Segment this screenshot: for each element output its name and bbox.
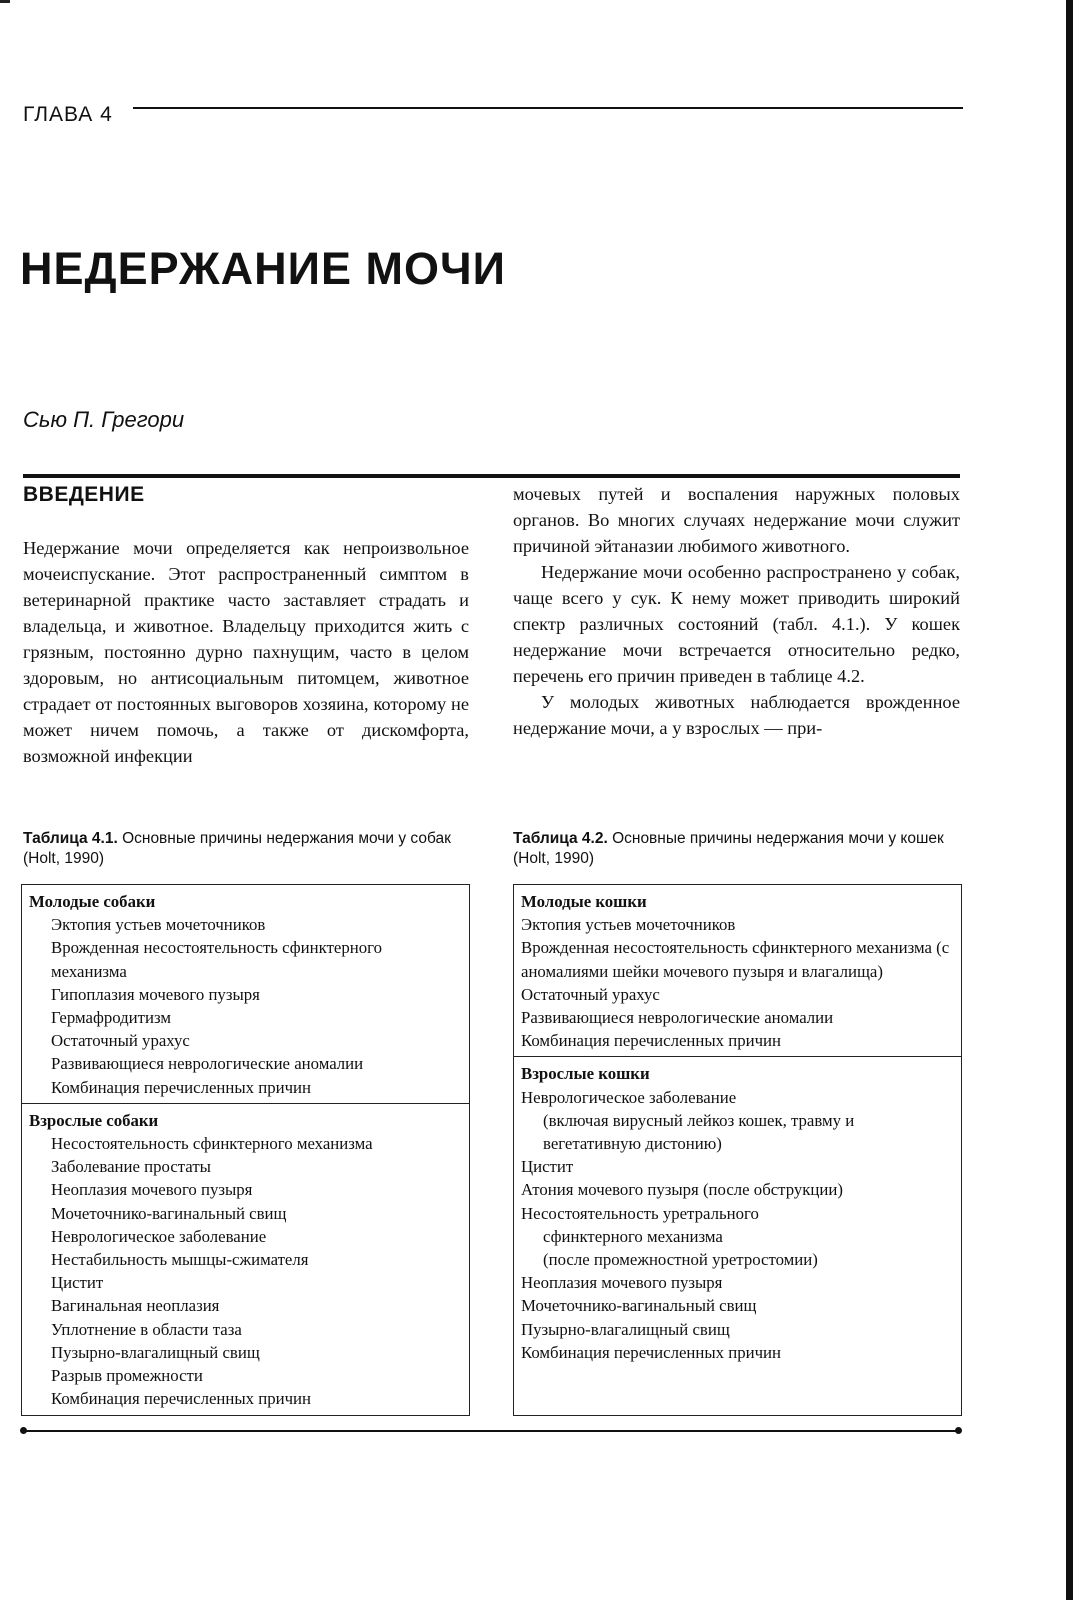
intro-paragraph-2: мочевых путей и воспаления наружных половых органов. Во многих случаях недержание мочи служит причиной эйтаназии любимого животного. <box>513 484 960 556</box>
author-name: Сью П. Грегори <box>23 407 185 432</box>
list-item: Развивающиеся неврологические аномалии <box>51 1054 364 1074</box>
table-2-section-young <box>514 885 961 1056</box>
list-item: Неоплазия мочевого пузыря <box>51 1180 253 1200</box>
list-item: Эктопия устьев мочеточников <box>51 915 266 935</box>
list-item: Неврологическое заболевание <box>51 1226 267 1246</box>
list-item: Мочеточнико-вагинальный свищ <box>51 1203 287 1223</box>
table-1-section-young <box>22 885 469 1103</box>
table-1 <box>21 884 470 1416</box>
chapter-header <box>23 103 963 133</box>
table-1-section-adult <box>22 1103 469 1415</box>
left-column-text <box>23 535 469 769</box>
list-item: Вагинальная неоплазия <box>51 1296 220 1316</box>
list-item: Атония мочевого пузыря (после обструкции) <box>521 1180 843 1200</box>
list-item: Гермафродитизм <box>51 1008 171 1028</box>
chapter-rule <box>133 107 963 109</box>
intro-paragraph-1: Недержание мочи определяется как непроизвольное мочеиспускание. Этот распространенный симптом в ветеринарной практике часто заставляет страдать и владельца, и животное. Владельцу приходится жить с грязным, постоянно дурно пахнущим, часто в целом здоровым, но антисоциальным питомцем, животное страдает от постоянных выговоров хозяина, которому не может ничем помочь, а также от дискомфорта, возможной инфекции <box>23 538 469 766</box>
table-1-caption <box>23 829 453 869</box>
list-item: Остаточный урахус <box>521 984 660 1004</box>
list-item: Врожденная несостоятельность сфинктерного механизма <box>51 938 382 981</box>
table-2-caption-text: Основные причины недержания мочи у кошек (Holt, 1990) <box>513 830 944 867</box>
list-item: Цистит <box>521 1157 574 1177</box>
list-item: Комбинация перечисленных причин <box>51 1077 311 1097</box>
table-1-label: Таблица 4.1. <box>23 830 118 847</box>
rule-end-dot <box>20 1427 27 1434</box>
intro-paragraph-3: Недержание мочи особенно распространено у собак, чаще всего у сук. К нему может приводить широкий спектр различных состояний (табл. 4.1.). У кошек недержание мочи встречается относительно редко, перечень его причин приведен в таблице 4.2. <box>513 562 960 686</box>
list-item: Врожденная несостоятельность сфинктерного механизма (с аномалиями шейки мочевого пузыря и влагалища) <box>521 938 950 981</box>
list-item: (после промежностной уретростомии) <box>543 1250 818 1270</box>
section-heading: Взрослые кошки <box>521 1064 650 1084</box>
list-item: Несостоятельность уретрального <box>521 1203 759 1223</box>
list-item: Пузырно-влагалищный свищ <box>521 1319 730 1339</box>
table-1-caption-text: Основные причины недержания мочи у собак (Holt, 1990) <box>23 830 451 867</box>
list-item: Комбинация перечисленных причин <box>521 1342 781 1362</box>
list-item: Эктопия устьев мочеточников <box>521 915 736 935</box>
list-item: Неоплазия мочевого пузыря <box>521 1273 723 1293</box>
list-item: Нестабильность мышцы-сжимателя <box>51 1250 309 1270</box>
table-2-caption <box>513 829 958 869</box>
list-item: Гипоплазия мочевого пузыря <box>51 984 260 1004</box>
list-item: Комбинация перечисленных причин <box>521 1031 781 1051</box>
list-item: Пузырно-влагалищный свищ <box>51 1342 260 1362</box>
table-2 <box>513 884 962 1416</box>
title-divider <box>23 474 960 478</box>
table-2-label: Таблица 4.2. <box>513 830 608 847</box>
list-item: сфинктерного механизма <box>543 1226 723 1246</box>
list-item: Остаточный урахус <box>51 1031 190 1051</box>
list-item: Несостоятельность сфинктерного механизма <box>51 1134 373 1154</box>
list-item: Цистит <box>51 1273 104 1293</box>
table-2-section-adult <box>514 1056 961 1368</box>
list-item: Заболевание простаты <box>51 1157 211 1177</box>
list-item: Неврологическое заболевание <box>521 1087 737 1107</box>
chapter-label: ГЛАВА 4 <box>23 103 113 126</box>
intro-paragraph-4: У молодых животных наблюдается врожденное недержание мочи, а у взрослых — при- <box>513 692 960 738</box>
right-column-text <box>513 481 960 741</box>
list-item: Комбинация перечисленных причин <box>51 1389 311 1409</box>
section-heading: Молодые собаки <box>29 892 156 911</box>
section-heading: Молодые кошки <box>521 892 647 911</box>
list-item: Уплотнение в области таза <box>51 1319 242 1339</box>
section-heading: ВВЕДЕНИЕ <box>23 483 145 506</box>
chapter-title: НЕДЕРЖАНИЕ МОЧИ <box>20 243 506 294</box>
scan-artifact <box>0 0 10 3</box>
scan-edge-bar <box>1066 0 1073 1600</box>
rule-end-dot <box>955 1427 962 1434</box>
list-item: Развивающиеся неврологические аномалии <box>521 1008 834 1028</box>
list-item: Разрыв промежности <box>51 1366 203 1386</box>
page-bottom-rule <box>23 1430 960 1432</box>
section-heading: Взрослые собаки <box>29 1110 159 1130</box>
list-item: (включая вирусный лейкоз кошек, травму и вегетативную дистонию) <box>543 1110 855 1154</box>
list-item: Мочеточнико-вагинальный свищ <box>521 1296 757 1316</box>
